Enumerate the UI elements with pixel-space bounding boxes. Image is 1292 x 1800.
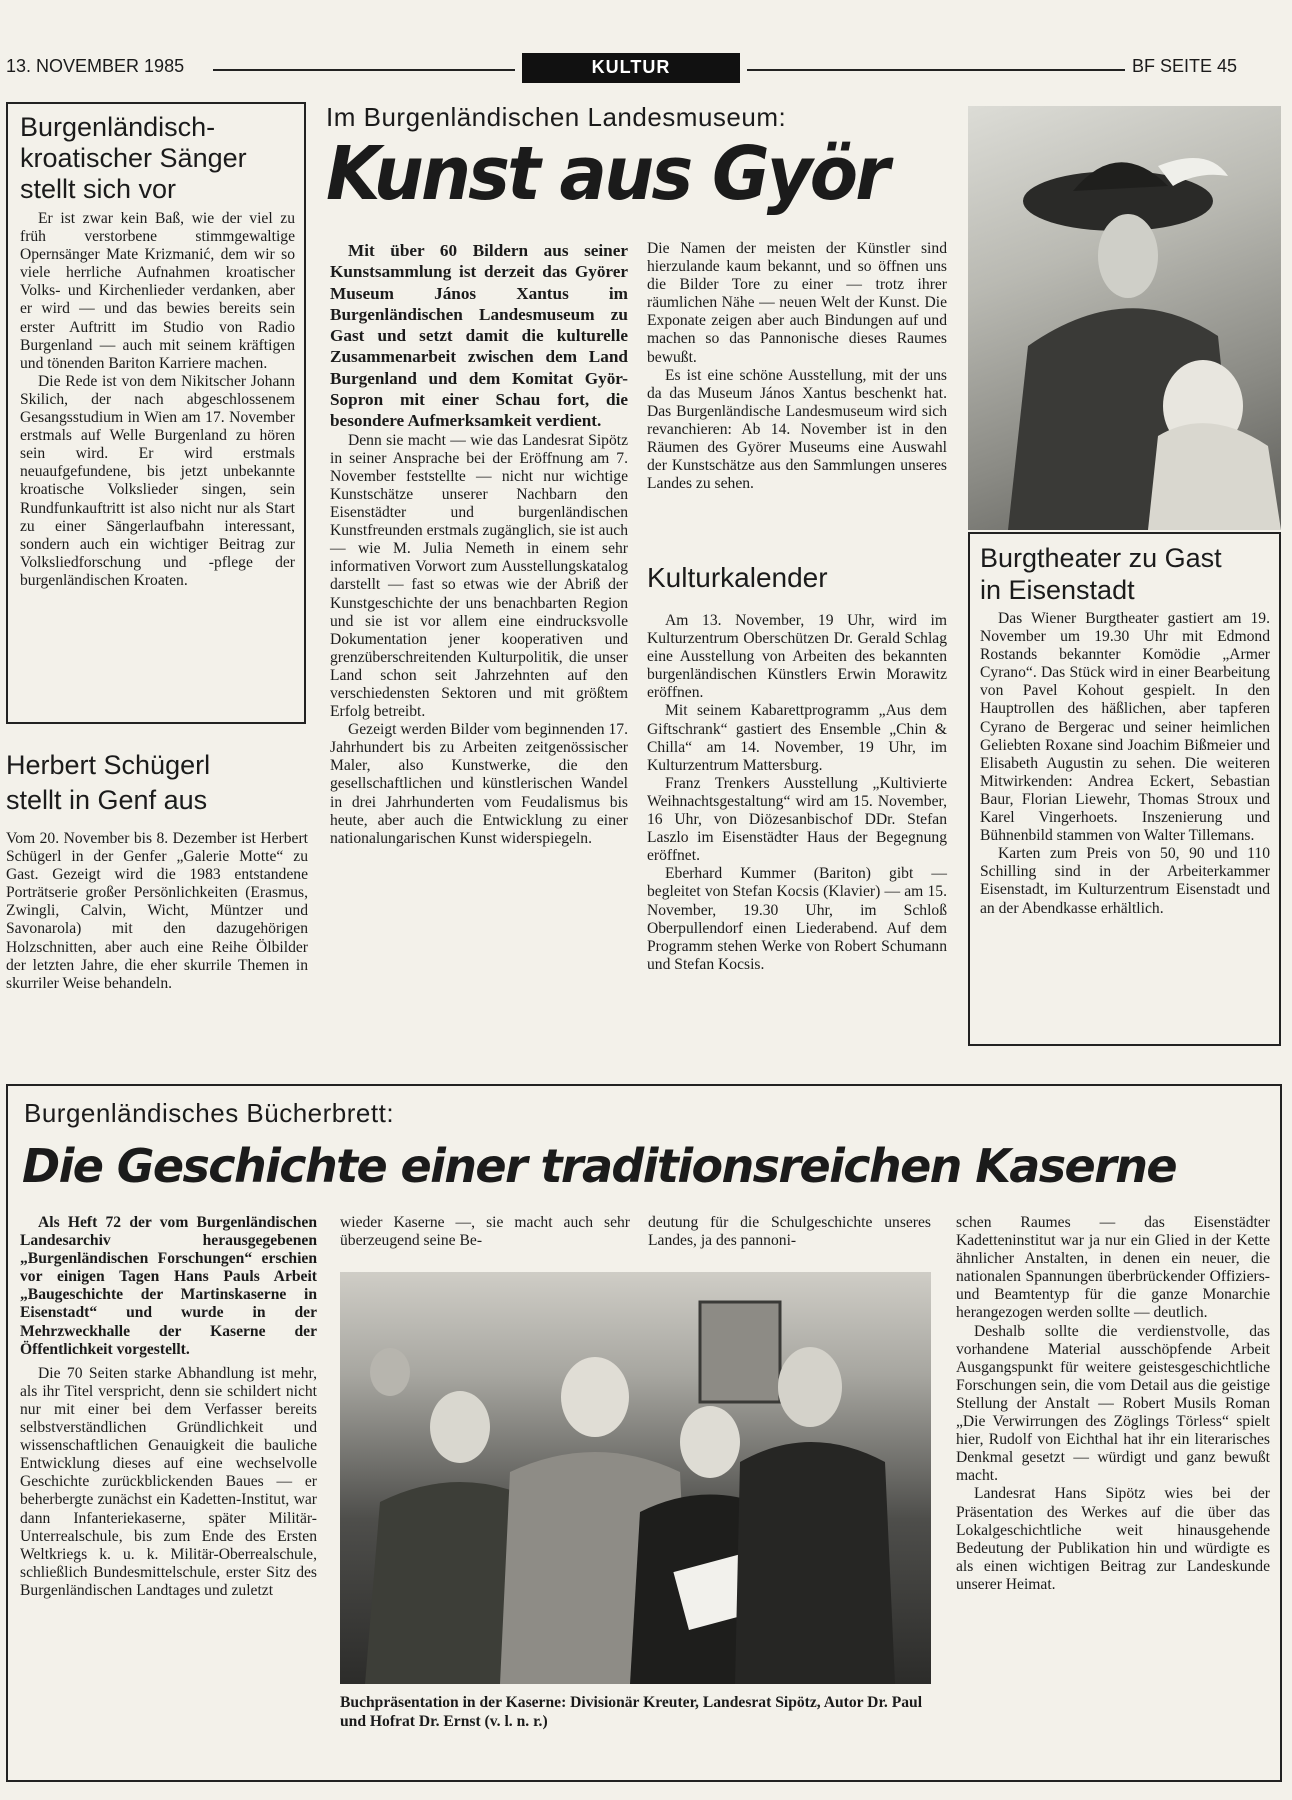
officer-face-shape <box>430 1391 490 1463</box>
author-face-shape <box>680 1406 740 1478</box>
actor-face-shape <box>1098 214 1158 298</box>
kaserne-paragraph: wieder Kaserne —, sie macht auch sehr überzeugend seine Be- <box>340 1214 630 1250</box>
kaserne-kicker: Burgenländisches Bücherbrett: <box>24 1098 395 1128</box>
schuegerl-headline-line2: stellt in Genf aus <box>6 785 208 815</box>
kaserne-body-col2 <box>340 1214 630 1250</box>
kaserne-group-photo <box>340 1272 931 1684</box>
burgtheater-headline <box>980 542 1222 606</box>
hat-crown-shape <box>1073 162 1168 191</box>
actress-shoulder-shape <box>1148 423 1281 530</box>
burgtheater-headline-line2: in Eisenstadt <box>980 575 1135 605</box>
burgtheater-paragraph: Das Wiener Burgtheater gastiert am 19. November um 19.30 Uhr mit Edmond Rostands bekannter Komödie „Armer Cyrano“. Das Stück wird in einer Bearbeitung von Pavel Kohout gespielt. In den Hauptrollen des häßlichen, aber tapferen Cyrano de Bergerac und seiner heimlichen Geliebten Roxane sind Joachim Bißmeier und Elisabeth Augustin zu sehen. Die weiteren Mitwirkenden: Andrea Eckert, Sebastian Baur, Florian Liewehr, Thomas Stroux und Karel Vingerhoets. Inszenierung und Bühnenbild stammen von Walter Tillemans. <box>980 610 1270 845</box>
kalender-body <box>647 612 947 974</box>
gyoer-paragraph: Die Namen der meisten der Künstler sind hierzulande kaum bekannt, und so öffnen uns die Bilder Tore zu einer — trotz ihrer räumlichen Nähe — neuen Welt der Kunst. Die Exponate zeigen aber auch Bindungen auf und machen so das Pannonische dieses Raumes bewußt. <box>647 240 947 366</box>
gyoer-paragraph: Denn sie macht — wie das Landesrat Sipötz in seiner Ansprache bei der Eröffnung am 7. November feststellte — nicht nur wichtige Kunstschätze unserer Nachbarn den Eisenstädter und burgenländischen Kunstfreunden erstmals zugänglich, sie ist auch — wie M. Julia Nemeth in einem sehr informativen Vorwort zum Ausstellungskatalog darstellt — fast so etwas wie der Abriß der Kunstgeschichte der uns benachbarten Region und sie ist vor allem eine eindrucksvolle Dokumentation jener kooperativen und grenzüberschreitenden Kulturpolitik, die unser Land schon seit Jahrzehnten auf den verschiedensten Sektoren und mit größtem Erfolg betreibt. <box>330 431 628 721</box>
section-label: KULTUR <box>522 53 740 83</box>
kaserne-lead: Als Heft 72 der vom Burgenländischen Landesarchiv herausgegebenen „Burgenländischen Forschungen“ erschien vor einigen Tagen Hans Pauls Arbeit „Baugeschichte der Martinskaserne in Eisenstadt“ und wurde in der Mehrzweckhalle der Kaserne der Öffentlichkeit vorgestellt. <box>20 1214 317 1358</box>
kalender-paragraph: Franz Trenkers Ausstellung „Kultivierte Weihnachtsgestaltung“ wird am 15. November, 16 Uhr, von Diözesanbischof DDr. Stefan Laszlo im Eisenstädter Haus der Begegnung eröffnet. <box>647 774 947 865</box>
kalender-paragraph: Am 13. November, 19 Uhr, wird im Kulturzentrum Oberschützen Dr. Gerald Schlag eine Ausstellung von Arbeiten des bekannten burgenländischen Künstlers Erwin Morawitz eröffnen. <box>647 612 947 702</box>
gyoer-body-col2 <box>647 240 947 493</box>
gyoer-body-col1 <box>330 240 628 848</box>
cyrano-photo-illustration <box>968 106 1281 530</box>
masthead-rule-right <box>747 69 1125 71</box>
hofrat-suit-shape <box>735 1442 895 1684</box>
masthead-rule-left <box>213 69 515 71</box>
gyoer-lead: Mit über 60 Bildern aus seiner Kunstsammlung ist derzeit das Györer Museum János Xantus im Burgenländischen Landesmuseum zu Gast und setzt damit die kulturelle Zusammenarbeit zwischen dem Land Burgenland und dem Komitat Györ-Sopron mit einer Schau fort, die besondere Aufmerksamkeit verdient. <box>330 241 628 431</box>
kaserne-body-col4 <box>956 1214 1270 1594</box>
gyoer-kicker: Im Burgenländischen Landesmuseum: <box>326 102 787 132</box>
background-person-shape <box>370 1348 410 1396</box>
kaserne-paragraph: Landesrat Hans Sipötz wies bei der Präsentation des Werkes auf die über das Lokalgeschichtliche weit hinausgehende Bedeutung der Publikation hin und würdigte es als einen wichtigen Beitrag zur Landeskunde unserer Heimat. <box>956 1485 1270 1593</box>
wall-picture-shape <box>700 1302 780 1402</box>
saenger-headline-line1: Burgenländisch- <box>20 112 216 142</box>
gyoer-headline: Kunst aus Györ <box>326 131 888 217</box>
landesrat-face-shape <box>561 1357 629 1437</box>
schuegerl-paragraph: Vom 20. November bis 8. Dezember ist Herbert Schügerl in der Genfer „Galerie Motte“ zu Gast. Gezeigt wird die 1983 entstandene Porträtserie großer Persönlichkeiten (Erasmus, Zwingli, Calvin, Wicht, Müntzer und Savonarola) mit den dazugehörigen Holzschnitten, aber auch eine Reihe Ölbilder der letzten Jahre, die eher skurrile Themen in skurriler Weise behandeln. <box>6 830 308 992</box>
kaserne-paragraph: Die 70 Seiten starke Abhandlung ist mehr, als ihr Titel verspricht, denn sie schildert nicht nur mit einer bei dem Verfasser bereits selbstverständlichen Gründlichkeit und wissenschaftlichen Genauigkeit die bauliche Entwicklung dieses auf eine wechselvolle Geschichte zurückblickenden Baues — er beherbergte zunächst ein Kadetten-Institut, war dann Infanteriekaserne, später Militär-Unterrealschule, bis zum Ende des Ersten Weltkriegs k. u. k. Militär-Oberrealschule, schließlich Bundesmittelschule, erster Sitz des Burgenländischen Landtages und zuletzt <box>20 1364 317 1599</box>
gyoer-paragraph: Gezeigt werden Bilder vom beginnenden 17. Jahrhundert bis zu Arbeiten zeitgenössischer Maler, also Kunstwerke, die den gesellschaftlichen und künstlerischen Wandel in drei Jahrhunderten vom Feudalismus bis heute, aber auch die Entwicklung zu einer nationalungarischen Kunst widerspiegeln. <box>330 721 628 847</box>
kalender-paragraph: Eberhard Kummer (Bariton) gibt — begleitet von Stefan Kocsis (Klavier) — am 15. November, 19.30 Uhr, im Schloß Oberpullendorf einen Liederabend. Auf dem Programm stehen Werke von Robert Schumann und Stefan Kocsis. <box>647 865 947 973</box>
burgtheater-headline-line1: Burgtheater zu Gast <box>980 543 1222 573</box>
saenger-paragraph: Er ist zwar kein Baß, wie der viel zu früh verstorbene stimmgewaltige Opernsänger Mate Krizmanić, dem wir so viele herrliche Aufnahmen kroatischer Volks- und Kirchenlieder verdanken, aber er wird — und das bewies bereits sein erster Auftritt im Studio von Radio Burgenland — auch mit seinem kräftigen und tönenden Bariton Karriere machen. <box>20 210 295 372</box>
schuegerl-body <box>6 830 308 993</box>
saenger-headline-line3: stellt sich vor <box>20 174 177 204</box>
issue-date: 13. NOVEMBER 1985 <box>6 56 185 76</box>
kaserne-group-photo-illustration <box>340 1272 931 1684</box>
schuegerl-headline <box>6 748 210 818</box>
photo-caption: Buchpräsentation in der Kaserne: Divisionär Kreuter, Landesrat Sipötz, Autor Dr. Paul und Hofrat Dr. Ernst (v. l. n. r.) <box>340 1694 923 1730</box>
hofrat-face-shape <box>778 1347 842 1427</box>
page-number: BF SEITE 45 <box>1132 56 1238 76</box>
kaserne-paragraph: Deshalb sollte die verdienstvolle, das vorhandene Material ausschöpfende Arbeit Ausgangspunkt für weitere geistesgeschichtliche Forschungen sein, die vom Detail aus die geistige Stellung der Anstalt — Robert Musils Roman „Die Verwirrungen des Zöglings Törless“ spielt hier, Rudolf von Eichthal hat ihr ein literarisches Denkmal gesetzt — würdigt und ganz bewußt macht. <box>956 1322 1270 1485</box>
kalender-paragraph: Mit seinem Kabarettprogramm „Aus dem Giftschrank“ gastiert des Ensemble „Chin & Chilla“ am 14. November, 19 Uhr, im Kulturzentrum Mattersburg. <box>647 702 947 774</box>
kaserne-body-col1 <box>20 1214 317 1600</box>
burgtheater-body <box>980 610 1270 918</box>
kalender-headline: Kulturkalender <box>647 562 828 593</box>
kaserne-headline: Die Geschichte einer traditionsreichen Kaserne <box>22 1139 1176 1193</box>
saenger-paragraph: Die Rede ist von dem Nikitscher Johann Skilich, der nach abgeschlossenem Gesangsstudium in Wien am 17. November erstmals auf Welle Burgenland zu hören sein wird. Er wird erstmals neuaufgefundene, bis jetzt unbekannte kroatische Volkslieder singen, sein Rundfunkauftritt ist also nicht nur als Start zu einer Sängerlaufbahn interessant, sondern auch ein wichtiger Beitrag zur Volksliedforschung und -pflege der burgenländischen Kroaten. <box>20 372 295 589</box>
burgtheater-paragraph: Karten zum Preis von 50, 90 und 110 Schilling sind in der Arbeiterkammer Eisenstadt, im Kulturzentrum Eisenstadt und an der Abendkasse erhältlich. <box>980 845 1270 917</box>
cyrano-photo <box>968 106 1281 530</box>
schuegerl-headline-line1: Herbert Schügerl <box>6 750 211 780</box>
saenger-body <box>20 210 295 590</box>
saenger-headline-line2: kroatischer Sänger <box>20 143 247 173</box>
kaserne-paragraph: deutung für die Schulgeschichte unseres Landes, ja des pannoni- <box>648 1214 931 1250</box>
kaserne-body-col3 <box>648 1214 931 1250</box>
gyoer-paragraph: Es ist eine schöne Ausstellung, mit der uns da das Museum János Xantus beschenkt hat. Das Burgenländische Landesmuseum wird sich revanchieren: Ab 14. November ist in den Räumen des Györer Museums eine Auswahl der Kunstschätze aus den Sammlungen unseres Landes zu sehen. <box>647 366 947 493</box>
saenger-headline <box>20 112 247 205</box>
kaserne-paragraph: schen Raumes — das Eisenstädter Kadetteninstitut war ja nur ein Glied in der Kette ähnlicher Anstalten, in denen ein neuer, die nationalen Spannungen überbrückender Offiziers- und Beamtentyp für die ganze Monarchie herangezogen werden sollte — deutlich. <box>956 1214 1270 1322</box>
